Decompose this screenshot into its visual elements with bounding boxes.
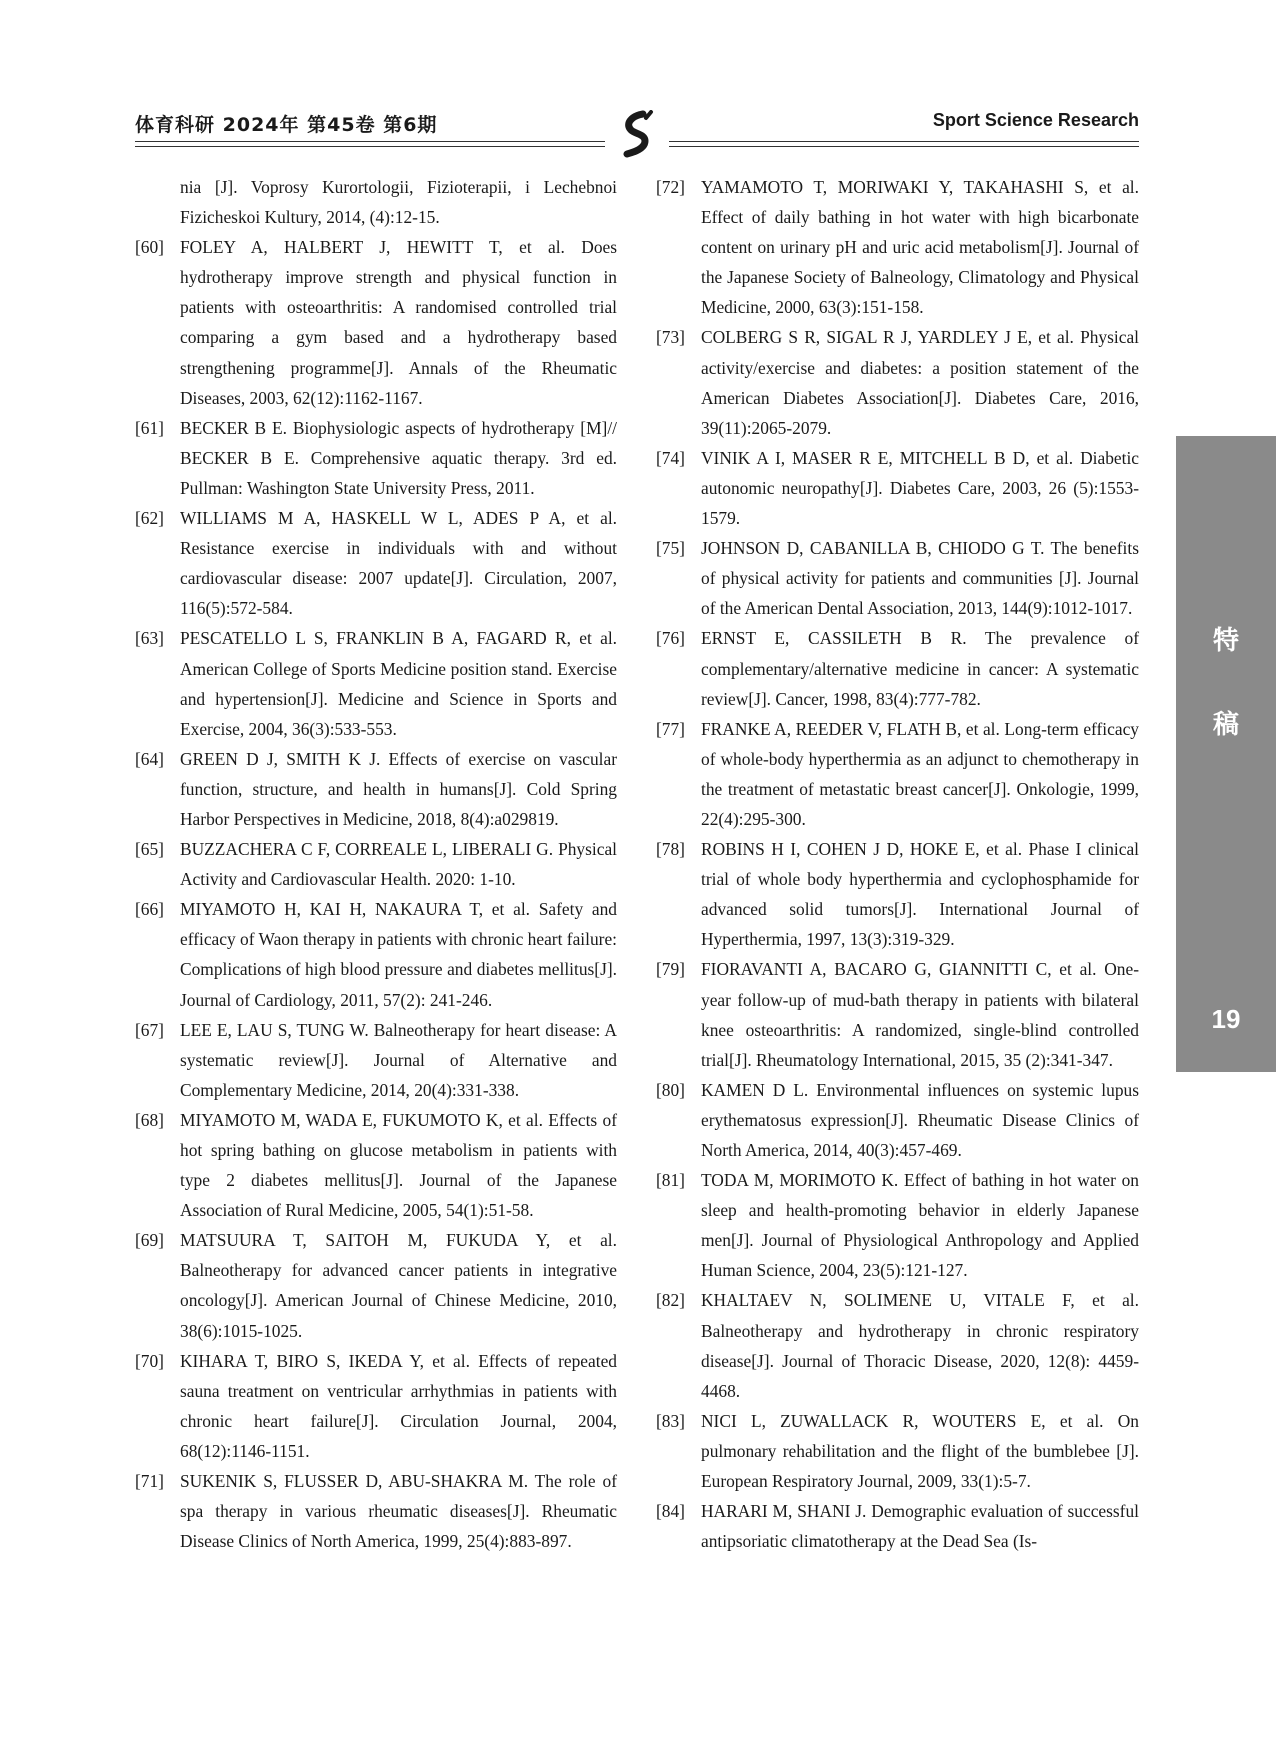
reference-entry [656, 714, 1139, 834]
reference-text: KAMEN D L. Environmental influences on systemic lupus erythematosus expression[J]. Rheumatic Disease Clinics of North America, 2014, 40(3):457-469. [701, 1079, 1139, 1160]
header-rule-left [135, 141, 605, 142]
header-rule-left-thin [135, 146, 605, 147]
reference-number: [63] [135, 628, 164, 649]
reference-text: ROBINS H I, COHEN J D, HOKE E, et al. Phase I clinical trial of whole body hyperthermia and cyclophosphamide for advanced solid tumors[J]. International Journal of Hyperthermia, 1997, 13(3):319-329. [701, 839, 1139, 950]
reference-text: MIYAMOTO H, KAI H, NAKAURA T, et al. Safety and efficacy of Waon therapy in patients with chronic heart failure: Complications of high blood pressure and diabetes mellitus[J]. Journal of Cardiology, 2011, 57(2): 241-246. [180, 899, 617, 1010]
reference-text: BECKER B E. Biophysiologic aspects of hydrotherapy [M]// BECKER B E. Comprehensive aquatic therapy. 3rd ed. Pullman: Washington State University Press, 2011. [180, 417, 617, 498]
reference-entry [656, 1075, 1139, 1165]
reference-entry [656, 954, 1139, 1074]
reference-number: [79] [656, 959, 685, 980]
reference-number: [82] [656, 1290, 685, 1311]
journal-issue-line [135, 110, 437, 137]
reference-text: MATSUURA T, SAITOH M, FUKUDA Y, et al. Balneotherapy for advanced cancer patients in integrative oncology[J]. American Journal of Chinese Medicine, 2010, 38(6):1015-1025. [180, 1230, 617, 1341]
reference-number: [78] [656, 839, 685, 860]
reference-entry [135, 623, 617, 743]
reference-number: [71] [135, 1471, 164, 1492]
reference-text: ERNST E, CASSILETH B R. The prevalence of complementary/alternative medicine in cancer: A systematic review[J]. Cancer, 1998, 83(4):777-782. [701, 628, 1139, 709]
reference-text: FIORAVANTI A, BACARO G, GIANNITTI C, et al. One-year follow-up of mud-bath therapy in patients with bilateral knee osteoarthritis: A randomized, single-blind controlled trial[J]. Rheumatology International, 2015, 35 (2):341-347. [701, 959, 1139, 1070]
reference-number: [74] [656, 447, 685, 468]
reference-entry [656, 1406, 1139, 1496]
reference-text: MIYAMOTO M, WADA E, FUKUMOTO K, et al. Effects of hot spring bathing on glucose metabolism in patients with type 2 diabetes mellitus[J]. Journal of the Japanese Association of Rural Medicine, 2005, 54(1):51-58. [180, 1109, 617, 1221]
reference-entry [135, 894, 617, 1014]
english-journal-title: Sport Science Research [932, 110, 1139, 130]
reference-number: [68] [135, 1109, 164, 1130]
reference-entry [656, 1165, 1139, 1285]
page-number: 19 [1211, 1004, 1241, 1034]
section-side-tab [1176, 436, 1276, 1072]
reference-number: [65] [135, 839, 164, 860]
reference-number: [80] [656, 1079, 685, 1100]
reference-entry [135, 1466, 617, 1556]
reference-entry [135, 1346, 617, 1466]
reference-entry [656, 443, 1139, 533]
reference-number: [81] [656, 1170, 685, 1191]
issue-info: 2024年 第45卷 第6期 [222, 114, 438, 136]
journal-name: 体育科研 [135, 114, 216, 136]
reference-text: nia [J]. Voprosy Kurortologii, Fizioterapii, i Lechebnoi Fizicheskoi Kultury, 2014, (4):12-15. [180, 177, 617, 228]
reference-entry [656, 623, 1139, 713]
reference-number: [66] [135, 899, 164, 920]
reference-number: [62] [135, 508, 164, 529]
reference-entry [656, 322, 1139, 442]
reference-entry [135, 413, 617, 503]
reference-entry [135, 834, 617, 894]
page-header [135, 104, 1139, 164]
header-rule-right [669, 141, 1139, 142]
reference-number: [60] [135, 237, 164, 258]
reference-text: WILLIAMS M A, HASKELL W L, ADES P A, et al. Resistance exercise in individuals with and without cardiovascular disease: 2007 update[J]. Circulation, 2007, 116(5):572-584. [180, 508, 617, 619]
right-column [656, 172, 1139, 1556]
reference-number: [64] [135, 748, 164, 769]
reference-number: [69] [135, 1230, 164, 1251]
left-column [135, 172, 617, 1556]
reference-entry [135, 232, 617, 413]
reference-entry [135, 1225, 617, 1345]
reference-number: [72] [656, 177, 685, 197]
reference-text: VINIK A I, MASER R E, MITCHELL B D, et al. Diabetic autonomic neuropathy[J]. Diabetes Care, 2003, 26 (5):1553-1579. [701, 447, 1139, 529]
reference-text: FOLEY A, HALBERT J, HEWITT T, et al. Does hydrotherapy improve strength and physical function in patients with osteoarthritis: A randomised controlled trial comparing a gym based and a hydrotherapy based strengthening programme[J]. Annals of the Rheumatic Diseases, 2003, 62(12):1162-1167. [180, 237, 617, 408]
section-label-char-2: 稿 [1212, 710, 1239, 740]
reference-text: SUKENIK S, FLUSSER D, ABU-SHAKRA M. The role of spa therapy in various rheumatic diseases[J]. Rheumatic Disease Clinics of North America, 1999, 25(4):883-897. [180, 1471, 617, 1552]
reference-entry [135, 1015, 617, 1105]
reference-number: [84] [656, 1501, 685, 1522]
reference-text: NICI L, ZUWALLACK R, WOUTERS E, et al. On pulmonary rehabilitation and the flight of the bumblebee [J]. European Respiratory Journal, 2009, 33(1):5-7. [701, 1410, 1139, 1492]
header-rule-right-thin [669, 146, 1139, 147]
reference-number: [76] [656, 628, 685, 649]
journal-logo-icon [615, 110, 659, 160]
reference-text: KHALTAEV N, SOLIMENE U, VITALE F, et al. Balneotherapy and hydrotherapy in chronic respiratory disease[J]. Journal of Thoracic Disease, 2020, 12(8): 4459-4468. [701, 1290, 1139, 1401]
reference-entry [656, 1285, 1139, 1405]
reference-text: TODA M, MORIMOTO K. Effect of bathing in hot water on sleep and health-promoting behavior in elderly Japanese men[J]. Journal of Physiological Anthropology and Applied Human Science, 2004, 23(5):121-127. [701, 1170, 1139, 1281]
reference-text: KIHARA T, BIRO S, IKEDA Y, et al. Effects of repeated sauna treatment on ventricular arrhythmias in patients with chronic heart failure[J]. Circulation Journal, 2004, 68(12):1146-1151. [180, 1350, 617, 1461]
reference-text: COLBERG S R, SIGAL R J, YARDLEY J E, et al. Physical activity/exercise and diabetes: a position statement of the American Diabetes Association[J]. Diabetes Care, 2016, 39(11):2065-2079. [701, 327, 1139, 438]
section-label-char-1: 特 [1212, 626, 1239, 656]
reference-text: YAMAMOTO T, MORIWAKI Y, TAKAHASHI S, et al. Effect of daily bathing in hot water with high bicarbonate content on urinary pH and uric acid metabolism[J]. Journal of the Japanese Society of Balneology, Climatology and Physical Medicine, 2000, 63(3):151-158. [701, 177, 1139, 318]
reference-text: LEE E, LAU S, TUNG W. Balneotherapy for heart disease: A systematic review[J]. Journal of Alternative and Complementary Medicine, 2014, 20(4):331-338. [180, 1019, 617, 1100]
reference-entry [656, 533, 1139, 623]
reference-continuation [135, 172, 617, 232]
reference-text: BUZZACHERA C F, CORREALE L, LIBERALI G. Physical Activity and Cardiovascular Health. 2020: 1-10. [180, 839, 617, 890]
reference-text: GREEN D J, SMITH K J. Effects of exercise on vascular function, structure, and health in humans[J]. Cold Spring Harbor Perspectives in Medicine, 2018, 8(4):a029819. [180, 748, 617, 829]
reference-number: [75] [656, 538, 685, 559]
reference-number: [61] [135, 417, 164, 438]
reference-text: HARARI M, SHANI J. Demographic evaluation of successful antipsoriatic climatotherapy at the Dead Sea (Is- [701, 1501, 1139, 1552]
reference-number: [67] [135, 1019, 164, 1040]
reference-number: [73] [656, 327, 685, 348]
reference-number: [70] [135, 1350, 164, 1371]
reference-entry [135, 1105, 617, 1225]
reference-entry [135, 503, 617, 623]
reference-text: FRANKE A, REEDER V, FLATH B, et al. Long-term efficacy of whole-body hyperthermia as an adjunct to chemotherapy in the treatment of metastatic breast cancer[J]. Onkologie, 1999, 22(4):295-300. [701, 718, 1139, 829]
reference-entry [135, 744, 617, 834]
reference-number: [83] [656, 1410, 685, 1431]
reference-entry [656, 1496, 1139, 1556]
reference-entry [656, 172, 1139, 322]
reference-text: PESCATELLO L S, FRANKLIN B A, FAGARD R, et al. American College of Sports Medicine position stand. Exercise and hypertension[J]. Medicine and Science in Sports and Exercise, 2004, 36(3):533-553. [180, 628, 617, 739]
reference-entry [656, 834, 1139, 954]
reference-number: [77] [656, 718, 685, 739]
reference-text: JOHNSON D, CABANILLA B, CHIODO G T. The benefits of physical activity for patients and communities [J]. Journal of the American Dental Association, 2013, 144(9):1012-1017. [701, 538, 1139, 619]
